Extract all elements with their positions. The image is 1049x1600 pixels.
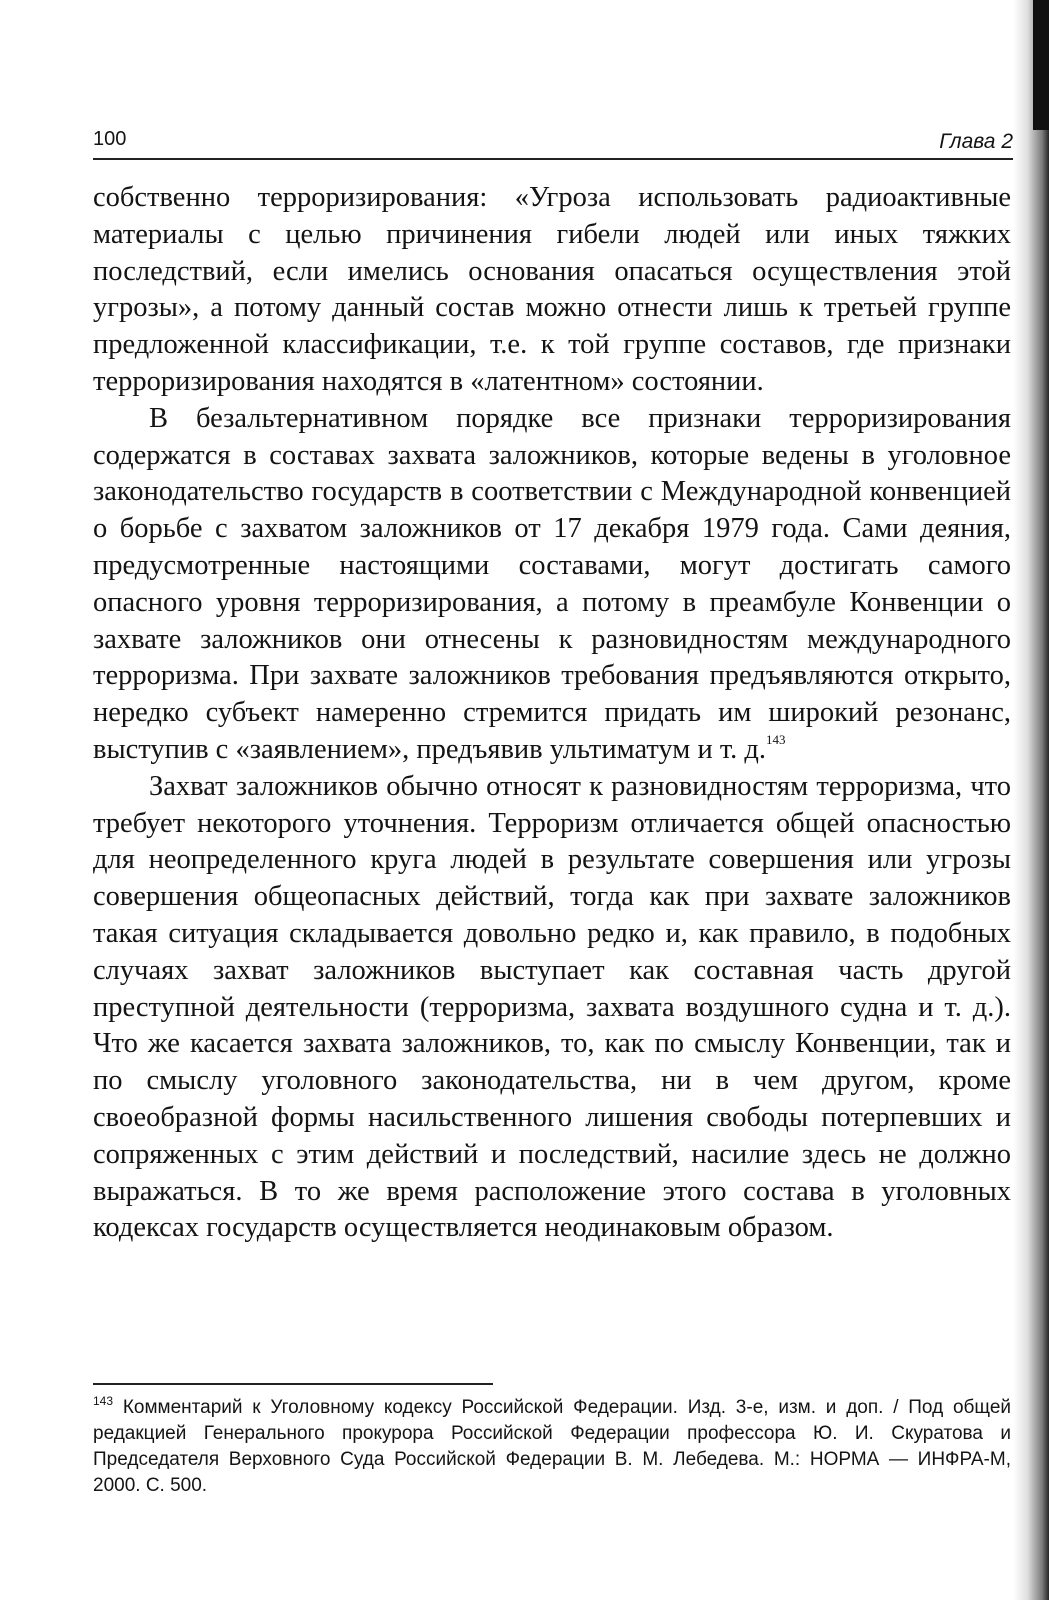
scan-edge-shadow	[1013, 0, 1049, 1600]
footnote	[93, 1395, 1011, 1499]
footnote-text: Комментарий к Уголовному кодексу Российской Федерации. Изд. 3-е, изм. и доп. / Под общей редакцией Генерального прокурора Российской Федерации профессора Ю. И. Скуратова и Председателя Верховного Суда Российской Федерации В. М. Лебедева. М.: НОРМА — ИНФРА-М, 2000. С. 500.	[93, 1397, 1012, 1496]
footnote-divider	[93, 1383, 493, 1385]
paragraph-1: собственно терроризирования: «Угроза использовать радиоактивные материалы с целью причинения гибели людей или иных тяжких последствий, если имелись основания опасаться осуществления этой угрозы», а потому данный состав можно отнести лишь к третьей группе предложенной классификации, т.е. к той группе составов, где признаки терроризирования находятся в «латентном» состоянии.	[93, 182, 1011, 397]
footnote-reference[interactable]: 143	[766, 731, 786, 747]
paragraph-2	[93, 401, 1011, 769]
chapter-label: Глава 2	[939, 130, 1013, 153]
scan-edge-dark-corner	[1033, 0, 1049, 130]
body-text	[93, 180, 1011, 1247]
running-header	[93, 128, 1013, 160]
footnote-number: 143	[93, 1394, 114, 1408]
paragraph-2-text: В безальтернативном порядке все признаки терроризирования содержатся в составах захвата заложников, которые ведены в уголовное законодательство государств в соответствии с Международной конвенцией о борьбе с захватом заложников от 17 декабря 1979 года. Сами деяния, предусмотренные настоящими составами, могут достигать самого опасного уровня терроризирования, а потому в преамбуле Конвенции о захвате заложников они отнесены к разновидностям международного терроризма. При захвате заложников требования предъявляются открыто, нередко субъект намеренно стремится придать им широкий резонанс, выступив с «заявлением», предъявив ультиматум и т. д.	[93, 402, 1011, 765]
paragraph-3: Захват заложников обычно относят к разновидностям терроризма, что требует некоторого уточнения. Терроризм отличается общей опасностью для неопределенного круга людей в результате совершения или угрозы совершения общеопасных действий, тогда как при захвате заложников такая ситуация складывается довольно редко и, как правило, в подобных случаях захват заложников выступает как составная часть другой преступной деятельности (терроризма, захвата воздушного судна и т. д.). Что же касается захвата заложников, то, как по смыслу Конвенции, так и по смыслу уголовного законодательства, ни в чем другом, кроме своеобразной формы насильственного лишения свободы потерпевших и сопряженных с этим действий и последствий, насилие здесь не должно выражаться. В то же время расположение этого состава в уголовных кодексах государств осуществляется неодинаковым образом.	[93, 770, 1011, 1244]
page-number: 100	[93, 128, 127, 150]
